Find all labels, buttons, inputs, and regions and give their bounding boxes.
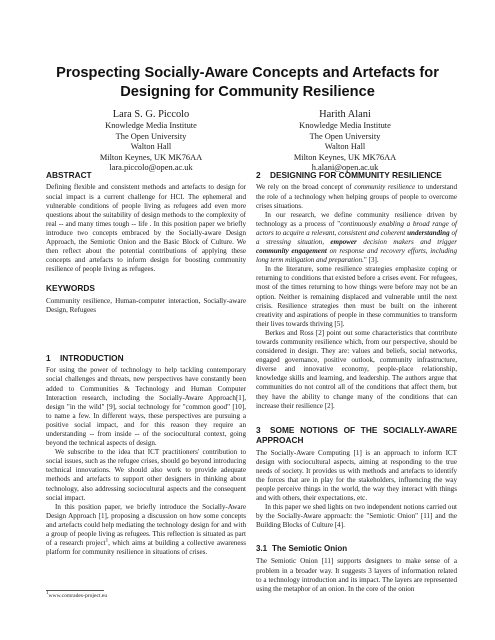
intro-text-a: In this position paper, we briefly introduce the Socially-Aware Design Approach [1], proposing a discussion on how some concepts and artefacts could help mediating the technology design for and with a group of people living as refugees. This reflection is situated as part of a research project (46, 502, 246, 548)
author-building: Walton Hall (324, 142, 366, 152)
author-city: Milton Keynes, UK MK76AA (293, 152, 397, 162)
emphasis: on response and recovery efforts, including long term mitigation and preparation. (256, 247, 457, 265)
abstract-heading: ABSTRACT (46, 170, 92, 180)
footnote-rule (46, 590, 104, 591)
emphasis: decision makers and trigger (356, 237, 457, 246)
subsection-title: The Semiotic Onion (272, 544, 348, 554)
author-block-2 (250, 108, 440, 174)
left-column (46, 170, 246, 557)
strong-emphasis: community engagement (256, 247, 327, 256)
section-heading-designing (256, 170, 457, 180)
text-run: In our research, we define community resilience driven by technology as a process of " (256, 210, 457, 228)
subsection-heading-semiotic-onion (256, 544, 457, 554)
keywords-text: Community resilience, Human-computer interaction, Socially-aware Design, Refugees (46, 296, 246, 314)
intro-paragraph-2: We subscribe to the idea that ICT practitioners' contribution to social issues, such as the refugee crises, should go beyond introducing technical innovations. We should also work to provide adequate methods and artefacts to support other designers in thinking about technology, also addressing sociocultural aspects and the consequent social impact. (46, 448, 246, 502)
section-title: SOME NOTIONS OF THE SOCIALLY-AWARE APPROACH (256, 424, 457, 446)
author-institute: Knowledge Media Institute (105, 121, 197, 130)
footnote-text[interactable]: www.comrades-project.eu (48, 593, 108, 599)
paper-title: Prospecting Socially-Aware Concepts and Artefacts for Designing for Community Resilience (56, 65, 439, 100)
section-number: 1 (46, 352, 51, 363)
section-heading-socially-aware (256, 425, 457, 446)
sec2-paragraph-3: In the literature, some resilience strategies emphasize coping or returning to conditions that existed before a crises event. For refugees, most of the times returning to how things were before may not be an option. Neither is remaining displaced and vulnerable until the next crisis. Resilience strategies then must be built on the inherent creativity and aspirations of people in these communities to transform their lives towards thriving [5]. (256, 265, 457, 328)
text-run: We rely on the broad concept of (256, 183, 355, 192)
author-block-1 (56, 108, 246, 174)
author-university: The Open University (309, 131, 381, 141)
strong-emphasis: empower (330, 237, 357, 246)
subsection-number: 3.1 (256, 544, 268, 554)
abstract-text: Defining flexible and consistent methods and artefacts to design for social impact is a current challenge for HCI. The ephemeral and vulnerable conditions of people living as refugees add even more questions about the suitability of design methods to the complexity of real -- and many times tough -- life . In this position paper we briefly introduce two concepts embraced by the Socially-aware Design Approach, the Semiotic Onion and the Basic Block of Culture. We then reflect about the potential contributions of applying these concepts and artefacts to inform design for boosting community resilience of people living as refugees. (46, 183, 246, 274)
emphasis: community resilience (354, 183, 416, 192)
keywords-heading: KEYWORDS (46, 283, 95, 294)
footnote (46, 590, 246, 600)
sec2-paragraph-4: Berkes and Ross [2] point out some characteristics that contribute towards community resilience which, from our perspective, should be considered in design. They are: values and beliefs, social networks, engaged governance, positive outlook, community infrastructure, diverse and innovative economy, people-place relationship, knowledge skills and learning, and leadership. The authors argue that communities do not control all of the conditions that affect them, but they have the ability to change many of the conditions that can increase their resilience [2]. (256, 328, 457, 410)
sec2-paragraph-2 (256, 211, 457, 266)
author-institute: Knowledge Media Institute (299, 121, 391, 130)
intro-text-b: , which aims at building a collective awareness platform for community resilience in situations of crises. (46, 539, 246, 557)
emphasis: of a stressing situation, (256, 228, 457, 246)
text-run: " [3]. (363, 256, 379, 265)
section-title: DESIGNING FOR COMMUNITY RESILIENCE (270, 170, 442, 180)
intro-paragraph-3 (46, 503, 246, 558)
author-building: Walton Hall (130, 142, 172, 152)
text-run: to understand the role of a technology when helping groups of people to overcome crises situations. (256, 183, 457, 210)
sec3-paragraph-1: The Socially-Aware Computing [1] is an approach to inform ICT design with sociocultural aspects, aiming at responding to the true needs of society. It provides us with methods and artefacts to identify the forces that are in play for the stakeholders, influencing the way people perceive things in the world, the way they interact with things and with others, their expectations, etc. (256, 448, 457, 503)
sec31-paragraph-1: The Semiotic Onion [11] supports designers to make sense of a problem in a broader way. It suggests 3 layers of information related to a technology introduction and its impact. The layers are represented using the metaphor of an onion. In the core of the onion (256, 557, 457, 593)
author-email[interactable]: lara.piccolo@open.ac.uk (109, 163, 193, 173)
author-city: Milton Keynes, UK MK76AA (99, 152, 203, 162)
strong-emphasis: understanding (407, 228, 450, 237)
section-number: 3 (256, 424, 261, 435)
emphasis: continuously enabling a broad range of actors to acquire a relevant, consistent and coherent (256, 219, 457, 237)
sec3-paragraph-2: In this paper we shed lights on two independent notions carried out by the Socially-Aware approach: the "Semiotic Onion" [11] and the Building Blocks of Culture [4]. (256, 503, 457, 530)
section-heading-introduction (46, 353, 246, 363)
section-title: INTRODUCTION (60, 352, 124, 363)
author-name: Lara S. G. Piccolo (112, 109, 190, 120)
right-column (256, 170, 457, 594)
sec2-paragraph-1 (256, 183, 457, 210)
intro-paragraph-1: For using the power of technology to help tackling contemporary social challenges and threats, new perspectives have constantly been added to Communities & Technology and Human Computer Interaction research, including the Socially-Aware Approach[1], design "in the wild" [9], social technology for "common good" [10], to name a few. In different ways, these perspectives are pursuing a positive social impact, and for this reason they require an understanding -- from inside -- of the sociocultural context, going beyond the technical aspects of design. (46, 366, 246, 448)
footnote-mark: 1 (46, 591, 49, 597)
author-email[interactable]: h.alani@open.ac.uk (311, 163, 379, 173)
section-number: 2 (256, 170, 261, 180)
author-name: Harith Alani (319, 109, 371, 120)
author-university: The Open University (115, 131, 187, 141)
footnote-reference[interactable]: 1 (105, 538, 109, 544)
